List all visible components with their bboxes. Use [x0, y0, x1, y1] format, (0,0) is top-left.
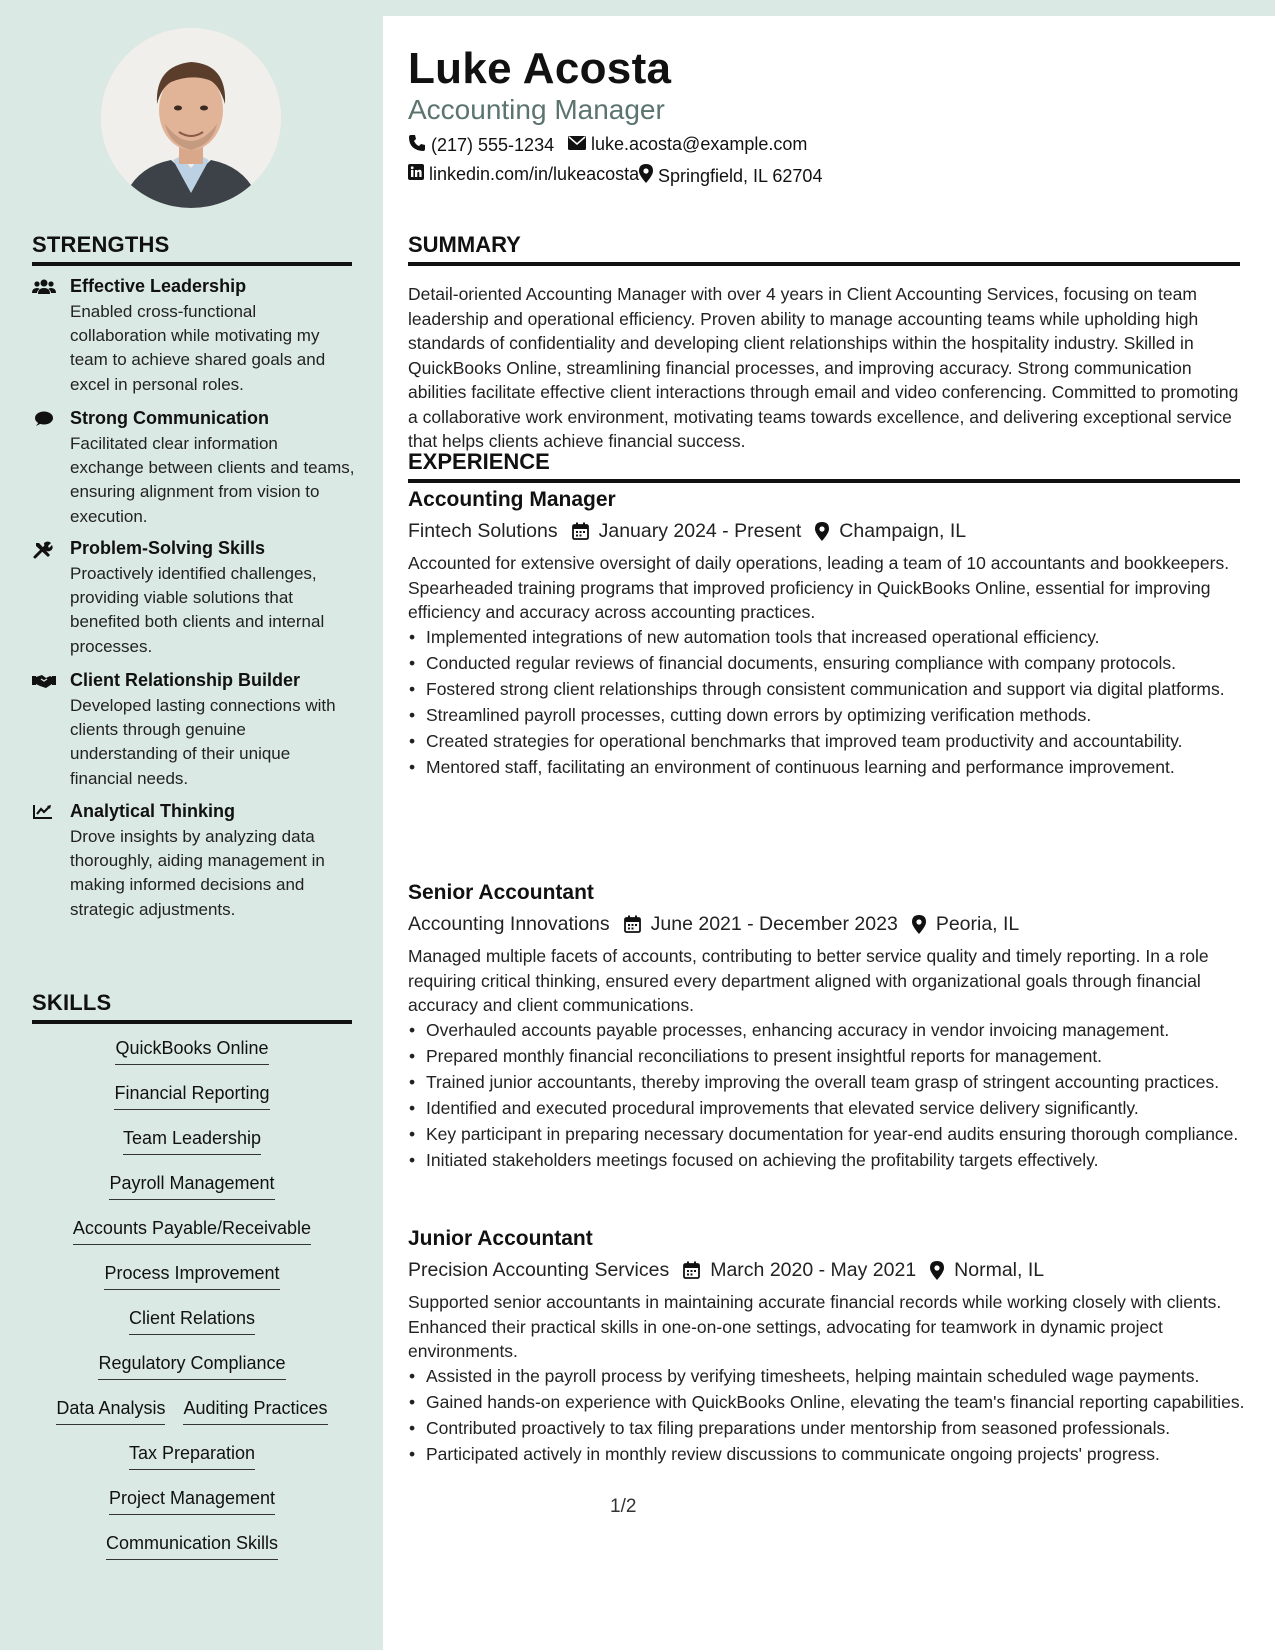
job-meta — [408, 1254, 1246, 1286]
job-title: Junior Accountant — [408, 1227, 593, 1250]
strength-description: Developed lasting connections with clients through genuine understanding of their unique financial needs. — [70, 696, 336, 788]
job-bullet: • Gained hands-on experience with QuickBooks Online, elevating the team's financial reporting capabilities. — [408, 1390, 1246, 1415]
job-bullet: • Created strategies for operational benchmarks that improved team productivity and accountability. — [408, 729, 1246, 754]
skill-tag: Communication Skills — [106, 1532, 278, 1560]
map-pin-icon — [912, 915, 926, 934]
job-description: Accounted for extensive oversight of daily operations, leading a team of 10 accountants and bookkeepers. Spearheaded training programs that improved proficiency in QuickBooks Online, essential for improving efficiency and accuracy across accounting practices. — [408, 553, 1230, 622]
job-meta — [408, 908, 1246, 940]
job-dates: January 2024 - Present — [598, 519, 802, 542]
job-bullets — [408, 1364, 1246, 1467]
job-bullet: • Implemented integrations of new automation tools that increased operational efficiency. — [408, 625, 1246, 650]
job-location: Peoria, IL — [935, 912, 1020, 935]
skills-list — [32, 1037, 352, 1577]
job-company: Precision Accounting Services — [408, 1258, 670, 1281]
job-dates: March 2020 - May 2021 — [710, 1258, 917, 1281]
skill-tag: Data Analysis — [56, 1397, 165, 1425]
job-bullet: • Contributed proactively to tax filing preparations under mentorship from seasoned professionals. — [408, 1416, 1246, 1441]
location-contact — [639, 164, 822, 188]
job-description: Supported senior accountants in maintaining accurate financial records while working closely with clients. Enhanced their practical skills in one-on-one settings, advocating for teamwork in dynamic project environments. — [408, 1292, 1222, 1361]
strength-item — [32, 276, 354, 406]
chart-line-icon — [32, 803, 56, 823]
job-bullet: • Initiated stakeholders meetings focused on achieving the profitability targets effectively. — [408, 1148, 1246, 1173]
job-entry — [408, 1224, 1246, 1468]
map-pin-icon — [815, 522, 829, 541]
page-number: 1/2 — [610, 1496, 637, 1517]
skill-tag: Client Relations — [129, 1307, 255, 1335]
summary-heading: SUMMARY — [408, 232, 1240, 266]
job-title: Senior Accountant — [408, 881, 594, 904]
job-bullet: • Key participant in preparing necessary documentation for year-end audits ensuring thorough compliance. — [408, 1122, 1246, 1147]
job-bullet: • Trained junior accountants, thereby improving the overall team grasp of stringent accounting practices. — [408, 1070, 1246, 1095]
job-bullet: • Assisted in the payroll process by verifying timesheets, helping maintain scheduled wage payments. — [408, 1364, 1246, 1389]
skill-tag: Payroll Management — [109, 1172, 274, 1200]
main-content — [383, 16, 1275, 1650]
sidebar — [0, 0, 383, 1650]
job-bullet: • Streamlined payroll processes, cutting down errors by optimizing verification methods. — [408, 703, 1246, 728]
job-entry — [408, 485, 1246, 781]
skill-tag: Financial Reporting — [114, 1082, 269, 1110]
map-pin-icon — [930, 1261, 944, 1280]
skill-tag: QuickBooks Online — [115, 1037, 268, 1065]
job-bullet: • Identified and executed procedural improvements that elevated service delivery significantly. — [408, 1096, 1246, 1121]
phone-icon — [408, 134, 426, 157]
calendar-icon — [572, 522, 589, 540]
job-bullet: • Fostered strong client relationships through consistent communication and support via digital platforms. — [408, 677, 1246, 702]
job-company: Fintech Solutions — [408, 519, 558, 542]
job-bullets — [408, 625, 1246, 780]
skill-tag: Team Leadership — [123, 1127, 261, 1155]
job-dates: June 2021 - December 2023 — [650, 912, 898, 935]
skill-tag: Tax Preparation — [129, 1442, 255, 1470]
speech-bubble-icon — [32, 410, 56, 430]
map-pin-icon — [639, 164, 653, 188]
linkedin-icon — [408, 164, 424, 185]
job-bullet: • Mentored staff, facilitating an environment of continuous learning and performance improvement. — [408, 755, 1246, 780]
skill-tag: Accounts Payable/Receivable — [73, 1217, 311, 1245]
strength-description: Proactively identified challenges, providing viable solutions that benefited both clients and internal processes. — [70, 564, 325, 656]
email-text: luke.acosta@example.com — [591, 134, 808, 154]
person-title: Accounting Manager — [408, 94, 665, 125]
job-description: Managed multiple facets of accounts, contributing to better service quality and timely reporting. In a role requiring critical thinking, ensured every department aligned with organizational goals through financial accuracy and client communications. — [408, 946, 1209, 1015]
job-meta — [408, 515, 1246, 547]
calendar-icon — [683, 1261, 700, 1279]
strength-item — [32, 408, 354, 538]
skill-tag: Process Improvement — [104, 1262, 279, 1290]
job-location: Champaign, IL — [839, 519, 967, 542]
strength-title: Analytical Thinking — [70, 801, 236, 821]
strength-title: Problem-Solving Skills — [70, 538, 266, 558]
job-title: Accounting Manager — [408, 488, 616, 511]
experience-heading: EXPERIENCE — [408, 449, 1240, 483]
job-entry — [408, 878, 1246, 1174]
linkedin-contact[interactable] — [408, 164, 639, 185]
strength-description: Facilitated clear information exchange between clients and teams, ensuring alignment from vision to execution. — [70, 434, 355, 526]
summary-text: Detail-oriented Accounting Manager with over 4 years in Client Accounting Services, focusing on team leadership and operational efficiency. Proven ability to manage accounting teams while upholding high standards of confidentiality and developing client relationships within the hospitality industry. Skilled in QuickBooks Online, streamlining financial processes, and improving accuracy. Strong communication abilities facilitate effective client interactions through email and video conferencing. Committed to promoting a collaborative work environment, motivating teams towards excellence, and delivering exceptional service that helps clients achieve financial success. — [408, 284, 1239, 451]
strength-item — [32, 670, 354, 800]
job-bullets — [408, 1018, 1246, 1173]
strength-title: Effective Leadership — [70, 276, 247, 296]
tools-icon — [32, 540, 56, 560]
location-text: Springfield, IL 62704 — [658, 165, 823, 186]
strength-description: Drove insights by analyzing data thoroughly, aiding management in making informed decisions and strategic adjustments. — [70, 827, 325, 919]
job-bullet: • Conducted regular reviews of financial documents, ensuring compliance with company protocols. — [408, 651, 1246, 676]
strength-description: Enabled cross-functional collaboration while motivating my team to achieve shared goals and excel in personal roles. — [70, 302, 326, 394]
strength-item — [32, 538, 354, 668]
skills-heading: SKILLS — [32, 990, 352, 1024]
job-location: Normal, IL — [954, 1258, 1045, 1281]
phone-text: (217) 555-1234 — [431, 135, 555, 155]
calendar-icon — [624, 915, 641, 933]
email-contact[interactable] — [568, 134, 807, 155]
job-bullet: • Prepared monthly financial reconciliations to present insightful reports for management. — [408, 1044, 1246, 1069]
strength-item — [32, 801, 354, 931]
job-bullet: • Participated actively in monthly review discussions to communicate ongoing projects' progress. — [408, 1442, 1246, 1467]
profile-photo — [101, 28, 281, 208]
job-company: Accounting Innovations — [408, 912, 610, 935]
strengths-heading: STRENGTHS — [32, 232, 352, 266]
users-icon — [32, 278, 56, 298]
linkedin-text: linkedin.com/in/lukeacosta — [429, 164, 640, 184]
skill-tag: Regulatory Compliance — [98, 1352, 285, 1380]
person-name: Luke Acosta — [408, 44, 672, 93]
strength-title: Strong Communication — [70, 408, 269, 428]
skill-tag: Project Management — [109, 1487, 275, 1515]
skill-tag: Auditing Practices — [183, 1397, 327, 1425]
strength-title: Client Relationship Builder — [70, 670, 301, 690]
handshake-icon — [32, 672, 56, 692]
job-bullet: • Overhauled accounts payable processes, enhancing accuracy in vendor invoicing management. — [408, 1018, 1246, 1043]
envelope-icon — [568, 134, 586, 155]
phone-contact[interactable] — [408, 134, 554, 157]
